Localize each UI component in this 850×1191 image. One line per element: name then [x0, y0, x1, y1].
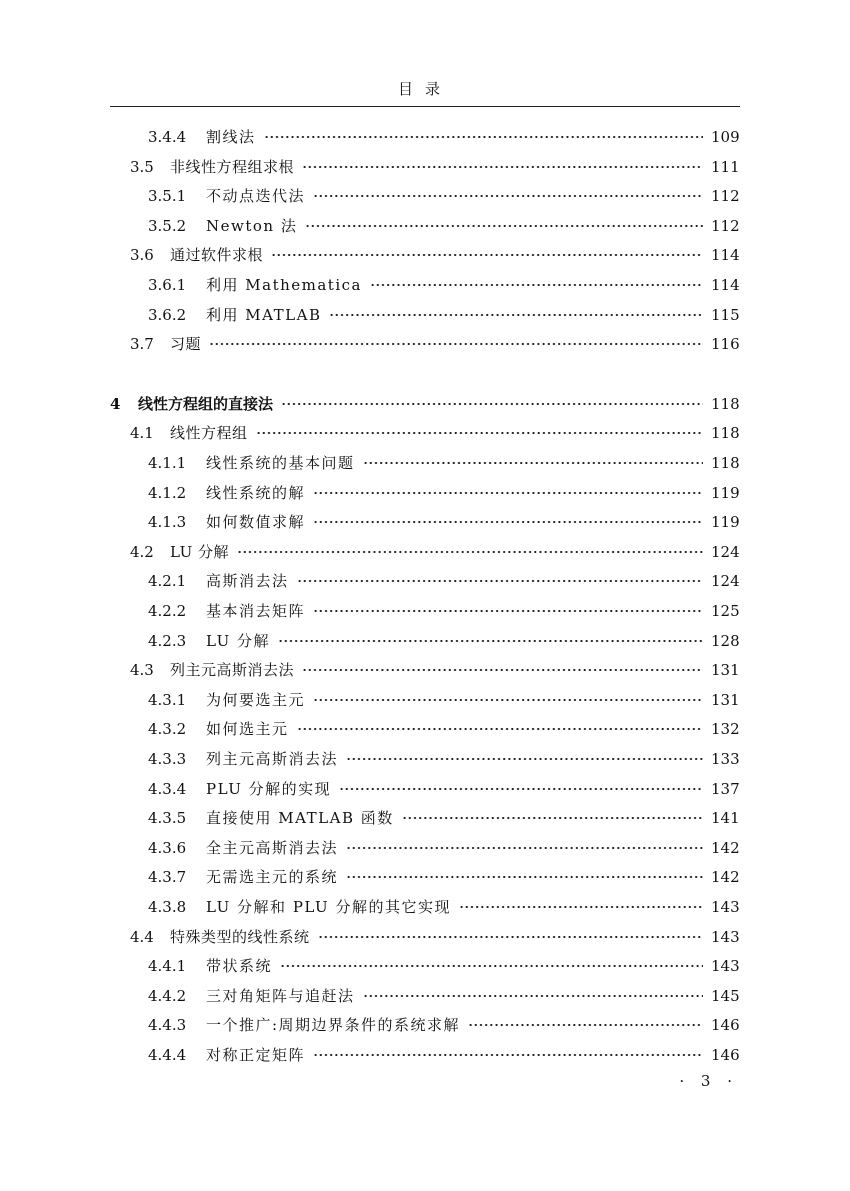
- toc-entry-number: 4.3.6: [148, 838, 187, 857]
- toc-entry-title: 利用 MATLAB: [206, 305, 322, 324]
- dot-leader: [346, 758, 703, 760]
- toc-entry-title: 线性方程组: [170, 424, 248, 443]
- toc-entry-page: 137: [711, 779, 740, 798]
- toc-entry-number: 3.5: [130, 157, 154, 176]
- toc-entry-number: 4.2: [130, 542, 154, 561]
- toc-section[interactable]: [130, 418, 739, 448]
- toc-subsection[interactable]: [148, 892, 739, 922]
- toc-entry-page: 142: [711, 838, 740, 857]
- toc-subsection[interactable]: [148, 1040, 739, 1070]
- toc-entry-title: 习题: [170, 335, 202, 354]
- toc-subsection[interactable]: [148, 448, 739, 478]
- toc-subsection[interactable]: [148, 862, 739, 892]
- toc-subsection[interactable]: [148, 744, 739, 774]
- dot-leader: [256, 432, 703, 434]
- toc-entry-page: 146: [711, 1016, 740, 1035]
- toc-subsection[interactable]: [148, 122, 739, 152]
- dot-leader: [297, 728, 703, 730]
- toc-entry-title: 基本消去矩阵: [206, 602, 306, 620]
- toc-subsection[interactable]: [148, 478, 739, 508]
- toc-entry-title: 三对角矩阵与追赶法: [206, 986, 355, 1005]
- dot-leader: [459, 906, 703, 908]
- page-number: · 3 ·: [679, 1072, 738, 1090]
- toc-entry-title: 对称正定矩阵: [206, 1046, 306, 1064]
- toc-entry-page: 115: [711, 305, 740, 324]
- toc-entry-title: 利用 Mathematica: [206, 276, 362, 294]
- dot-leader: [318, 936, 703, 938]
- toc-entry-number: 4.4: [130, 927, 154, 946]
- toc-entry-page: 109: [711, 128, 740, 146]
- toc-entry-number: 4.3: [130, 661, 154, 680]
- toc-entry-page: 131: [711, 690, 740, 709]
- dot-leader: [313, 1054, 703, 1056]
- toc-entry-title: Newton 法: [206, 216, 298, 235]
- dot-leader: [302, 166, 703, 168]
- toc-entry-title: 线性方程组的直接法: [138, 394, 274, 413]
- toc-subsection[interactable]: [148, 626, 739, 656]
- toc-entry-title: PLU 分解的实现: [206, 779, 332, 798]
- toc-entry-number: 4.3.5: [148, 809, 187, 828]
- dot-leader: [313, 195, 703, 197]
- toc-chapter[interactable]: [110, 389, 739, 419]
- toc-entry-page: 141: [711, 809, 740, 828]
- dot-leader: [280, 965, 703, 967]
- toc-section[interactable]: [130, 329, 739, 359]
- toc-entry-number: 3.5.2: [148, 216, 187, 235]
- toc-entry-page: 143: [711, 927, 740, 946]
- toc-entry-title: 通过软件求根: [170, 246, 264, 265]
- toc-entry-page: 131: [711, 661, 740, 680]
- toc-entry-number: 4.3.2: [148, 720, 187, 739]
- toc-subsection[interactable]: [148, 833, 739, 863]
- toc-entry-number: 4.4.1: [148, 957, 187, 976]
- toc-entry-title: 如何数值求解: [206, 513, 306, 532]
- toc-entry-title: 直接使用 MATLAB 函数: [206, 809, 394, 828]
- toc-section[interactable]: [130, 537, 739, 567]
- toc-entry-number: 4: [110, 394, 121, 413]
- toc-entry-page: 116: [711, 335, 740, 354]
- toc-subsection[interactable]: [148, 211, 739, 241]
- toc-entry-number: 3.4.4: [148, 128, 187, 146]
- toc-entry-title: 高斯消去法: [206, 572, 289, 591]
- toc-entry-page: 124: [711, 542, 740, 561]
- toc-section[interactable]: [130, 922, 739, 952]
- toc-entry-title: 为何要选主元: [206, 690, 306, 709]
- toc-entry-page: 112: [711, 216, 740, 235]
- dot-leader: [363, 995, 703, 997]
- toc-entry-number: 4.2.1: [148, 572, 187, 591]
- toc-subsection[interactable]: [148, 566, 739, 596]
- dot-leader: [237, 551, 703, 553]
- toc-entry-number: 3.6.1: [148, 276, 187, 294]
- dot-leader: [281, 403, 703, 405]
- toc-entry-title: 不动点迭代法: [206, 187, 306, 206]
- toc-subsection[interactable]: [148, 951, 739, 981]
- toc-entry-number: 4.3.4: [148, 779, 187, 798]
- dot-leader: [329, 314, 703, 316]
- toc-entry-title: 带状系统: [206, 957, 273, 976]
- toc-subsection[interactable]: [148, 270, 739, 300]
- toc-subsection[interactable]: [148, 803, 739, 833]
- dot-leader: [346, 876, 703, 878]
- dot-leader: [264, 136, 703, 138]
- toc-entry-page: 146: [711, 1046, 740, 1064]
- toc-entry-number: 3.6.2: [148, 305, 187, 324]
- toc-entry-number: 4.2.3: [148, 631, 187, 650]
- toc-entry-page: 119: [711, 483, 740, 502]
- toc-entry-page: 145: [711, 986, 740, 1005]
- toc-entry-number: 4.1.2: [148, 483, 187, 502]
- toc-entry-page: 124: [711, 572, 740, 591]
- dot-leader: [297, 580, 703, 582]
- toc-subsection[interactable]: [148, 714, 739, 744]
- toc-entry-number: 4.2.2: [148, 602, 187, 620]
- dot-leader: [363, 462, 703, 464]
- toc-subsection[interactable]: [148, 181, 739, 211]
- toc-subsection[interactable]: [148, 981, 739, 1011]
- toc-entry-page: 125: [711, 602, 740, 620]
- toc-entry-number: 4.1: [130, 424, 154, 443]
- toc-entry-title: 非线性方程组求根: [170, 157, 295, 176]
- toc-entry-title: 无需选主元的系统: [206, 868, 339, 887]
- toc-entry-number: 4.4.3: [148, 1016, 187, 1035]
- toc-subsection[interactable]: [148, 300, 739, 330]
- toc-entry-title: 全主元高斯消去法: [206, 838, 339, 857]
- toc-entry-page: 114: [711, 276, 740, 294]
- dot-leader: [468, 1024, 703, 1026]
- dot-leader: [313, 521, 703, 523]
- toc-entry-page: 143: [711, 898, 740, 916]
- dot-leader: [313, 610, 703, 612]
- toc-entry-number: 4.4.2: [148, 986, 187, 1005]
- toc-entry-number: 4.3.3: [148, 750, 187, 768]
- toc-entry-page: 128: [711, 631, 740, 650]
- toc-entry-number: 3.6: [130, 246, 154, 265]
- toc-entry-number: 4.4.4: [148, 1046, 187, 1064]
- toc-entry-number: 4.1.1: [148, 454, 187, 472]
- toc-entry-number: 4.3.7: [148, 868, 187, 887]
- toc-entry-title: 割线法: [206, 128, 256, 146]
- toc-section[interactable]: [130, 152, 739, 182]
- toc-subsection[interactable]: [148, 596, 739, 626]
- dot-leader: [271, 254, 703, 256]
- toc-entry-title: 列主元高斯消去法: [170, 661, 295, 680]
- toc-entry-title: LU 分解: [170, 542, 230, 561]
- toc-entry-title: 如何选主元: [206, 720, 289, 739]
- toc-subsection[interactable]: [148, 507, 739, 537]
- toc-entry-page: 142: [711, 868, 740, 887]
- toc-entry-title: 特殊类型的线性系统: [170, 927, 310, 946]
- toc-entry-title: LU 分解和 PLU 分解的其它实现: [206, 898, 451, 916]
- toc-entry-number: 4.3.1: [148, 690, 187, 709]
- toc-entry-page: 111: [711, 157, 740, 176]
- toc-entry-page: 112: [711, 187, 740, 206]
- toc-section[interactable]: [130, 240, 739, 270]
- dot-leader: [305, 225, 703, 227]
- dot-leader: [370, 284, 703, 286]
- dot-leader: [346, 847, 703, 849]
- toc-entry-title: LU 分解: [206, 631, 271, 650]
- toc-subsection[interactable]: [148, 1010, 739, 1040]
- page-header: 目录: [397, 80, 452, 98]
- header-rule: [110, 106, 740, 107]
- dot-leader: [278, 640, 703, 642]
- toc-subsection[interactable]: [148, 685, 739, 715]
- toc-entry-page: 132: [711, 720, 740, 739]
- toc-entry-number: 4.1.3: [148, 513, 187, 532]
- toc-entry-page: 118: [711, 394, 740, 413]
- dot-leader: [313, 699, 703, 701]
- dot-leader: [313, 492, 703, 494]
- toc-entry-page: 118: [711, 424, 740, 443]
- toc-entry-page: 114: [711, 246, 740, 265]
- toc-entry-title: 一个推广:周期边界条件的系统求解: [206, 1016, 461, 1035]
- toc-entry-page: 118: [711, 454, 740, 472]
- dot-leader: [302, 669, 703, 671]
- toc-entry-page: 119: [711, 513, 740, 532]
- dot-leader: [402, 817, 703, 819]
- toc-entry-title: 线性系统的基本问题: [206, 454, 355, 472]
- dot-leader: [339, 788, 703, 790]
- toc-entry-number: 3.7: [130, 335, 154, 354]
- toc-entry-title: 列主元高斯消去法: [206, 750, 339, 768]
- toc-entry-number: 3.5.1: [148, 187, 187, 206]
- toc-entry-page: 133: [711, 750, 740, 768]
- toc-entry-page: 143: [711, 957, 740, 976]
- toc-entry-number: 4.3.8: [148, 898, 187, 916]
- dot-leader: [209, 343, 703, 345]
- toc-section[interactable]: [130, 655, 739, 685]
- toc-subsection[interactable]: [148, 774, 739, 804]
- toc-entry-title: 线性系统的解: [206, 483, 306, 502]
